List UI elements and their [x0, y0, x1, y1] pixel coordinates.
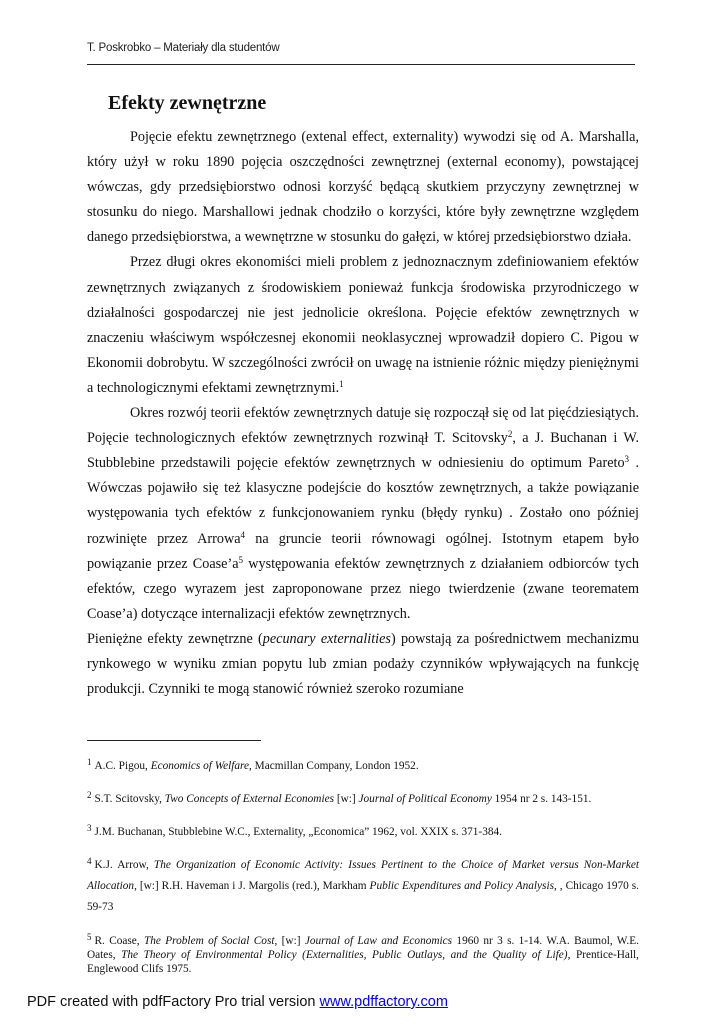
running-header: T. Poskrobko – Materiały dla studentów: [87, 42, 280, 54]
footnote-2: [87, 785, 639, 810]
paragraph-3: [87, 401, 639, 627]
footnote-2-journal: Journal of Political Economy: [358, 793, 492, 805]
footnote-1-title: Economics of Welfare: [150, 760, 249, 772]
footnote-5-title: The Problem of Social Cost: [143, 935, 275, 947]
page-title: Efekty zewnętrzne: [108, 92, 267, 114]
footnote-5-text-e: 1960 nr 3 s. 1-14. W.A. Baumol, W.E. Oates,: [87, 935, 639, 961]
footnote-4-book: Public Expenditures and Policy Analysis: [369, 880, 554, 892]
footnote-4-title: The Organization of Economic Activity: Issues Pertinent to the Choice of Market versus Non-Market Allocation: [87, 859, 639, 892]
paragraph-4-text-a: Pieniężne efekty zewnętrzne (: [87, 630, 263, 647]
footnote-4-number: 4: [87, 856, 92, 866]
footnote-3-text: J.M. Buchanan, Stubblebine W.C., Externality, „Economica” 1962, vol. XXIX s. 371-384.: [94, 826, 502, 838]
header-divider: [87, 64, 635, 65]
footnote-1: [87, 752, 639, 777]
paragraph-3-text-c: . Wówczas pojawiło się też klasyczne podejście do kosztów zewnętrznych, a także powiązanie występowania tych efektów z funkcjonowaniem rynku (błędy rynku) . Zostało ono później rozwinięte przez Arrowa: [87, 455, 640, 547]
footnote-ref-4: 4: [240, 529, 246, 540]
footnote-2-title: Two Concepts of External Economies: [164, 793, 335, 805]
paragraph-2-text: Przez długi okres ekonomiści mieli problem z jednoznacznym zdefiniowaniem efektów zewnętrznych związanych z środowiskiem ponieważ funkcja środowiska przyrodniczego w działalności gospodarczej nie jest jednolicie określona. Pojęcie efektów zewnętrznych w znaczeniu właściwym współczesnej ekonomii neoklasycznej wprowadził dopiero C. Pigou w Ekonomii dobrobytu. W szczególności zwrócił on uwagę na istnienie różnic między pieniężnymi a technologicznymi efektami zewnętrznymi.: [87, 254, 639, 396]
footnote-2-text-a: S.T. Scitovsky,: [94, 793, 165, 805]
footnote-2-text-e: 1954 nr 2 s. 143-151.: [491, 793, 592, 805]
body-text: [87, 125, 639, 702]
paragraph-3-text-d: na gruncie teorii równowagi ogólnej. Istotnym etapem było powiązanie przez Coase’a: [87, 530, 640, 572]
footnote-2-number: 2: [87, 790, 92, 800]
footnotes: [87, 752, 639, 984]
footnote-divider: [87, 740, 261, 741]
footnote-1-text-c: , Macmillan Company, London 1952.: [249, 760, 419, 772]
pdf-footer-banner: [27, 994, 448, 1010]
footnote-5-text-c: , [w:]: [274, 935, 305, 947]
footnote-ref-5: 5: [238, 554, 243, 565]
footnote-5-journal: Journal of Law and Economics: [304, 935, 453, 947]
footnote-ref-1: 1: [339, 378, 344, 389]
footnote-4-text-e: , , Chicago 1970 s. 59-73: [87, 880, 639, 913]
footnote-4-text-a: K.J. Arrow,: [94, 859, 154, 871]
paragraph-2: [87, 250, 639, 401]
pdf-footer-text: PDF created with pdfFactory Pro trial version: [27, 994, 320, 1010]
footnote-4: [87, 851, 639, 918]
footnote-ref-2: 2: [507, 429, 513, 440]
footnote-5: [87, 930, 639, 976]
paragraph-4-term: pecunary externalities: [262, 630, 391, 647]
footnote-1-text-a: A.C. Pigou,: [94, 760, 151, 772]
paragraph-1: Pojęcie efektu zewnętrznego (extenal effect, externality) wywodzi się od A. Marshalla, który użył w roku 1890 pojęcia oszczędności zewnętrznej (external economy), powstającej wówczas, gdy przedsiębiorstwo odnosi korzyść będącą skutkiem przyczyny zewnętrznej w stosunku do niego. Marshallowi jednak chodziło o korzyści, które były zewnętrzne względem danego przedsiębiorstwa, a wewnętrzne w stosunku do gałęzi, w której przedsiębiorstwo działa.: [87, 129, 639, 246]
footnote-5-text-g: , Prentice-Hall, Englewood Clifs 1975.: [87, 949, 640, 975]
footnote-3-number: 3: [87, 823, 92, 833]
paragraph-4-text-c: ) powstają za pośrednictwem mechanizmu rynkowego w wyniku zmian popytu lub zmian podaży czynników wpływających na funkcję produkcji. Czynniki te mogą stanowić również szeroko rozumiane: [87, 630, 639, 698]
footnote-3: [87, 818, 639, 843]
footnote-5-text-a: R. Coase,: [94, 935, 144, 947]
footnote-2-text-c: [w:]: [334, 793, 359, 805]
footnote-5-number: 5: [87, 932, 92, 942]
footnote-4-text-c: , [w:] R.H. Haveman i J. Margolis (red.), Markham: [134, 880, 370, 892]
footnote-ref-3: 3: [624, 454, 630, 465]
paragraph-4: [87, 627, 639, 702]
footnote-5-book: The Theory of Environmental Policy (Externalities, Public Outlays, and the Quality of Life): [121, 949, 568, 961]
paragraph-3-text-a: Okres rozwój teorii efektów zewnętrznych datuje się rozpoczął się od lat pięćdziesiątych. Pojęcie technologicznych efektów zewnętrznych rozwinął T. Scitovsky: [87, 405, 639, 447]
footnote-1-number: 1: [87, 757, 92, 767]
paragraph-3-text-b: , a J. Buchanan i W. Stubblebine przedstawili pojęcie efektów zewnętrznych w odniesieniu do optimum Pareto: [87, 430, 639, 472]
pdffactory-link[interactable]: www.pdffactory.com: [319, 994, 448, 1010]
paragraph-3-text-e: występowania efektów zewnętrznych z działaniem odbiorców tych efektów, czego wyrazem jest zaproponowane przez niego twierdzenie (zwane teorematem Coase’a) dotyczące internalizacji efektów zewnętrznych.: [87, 555, 639, 622]
